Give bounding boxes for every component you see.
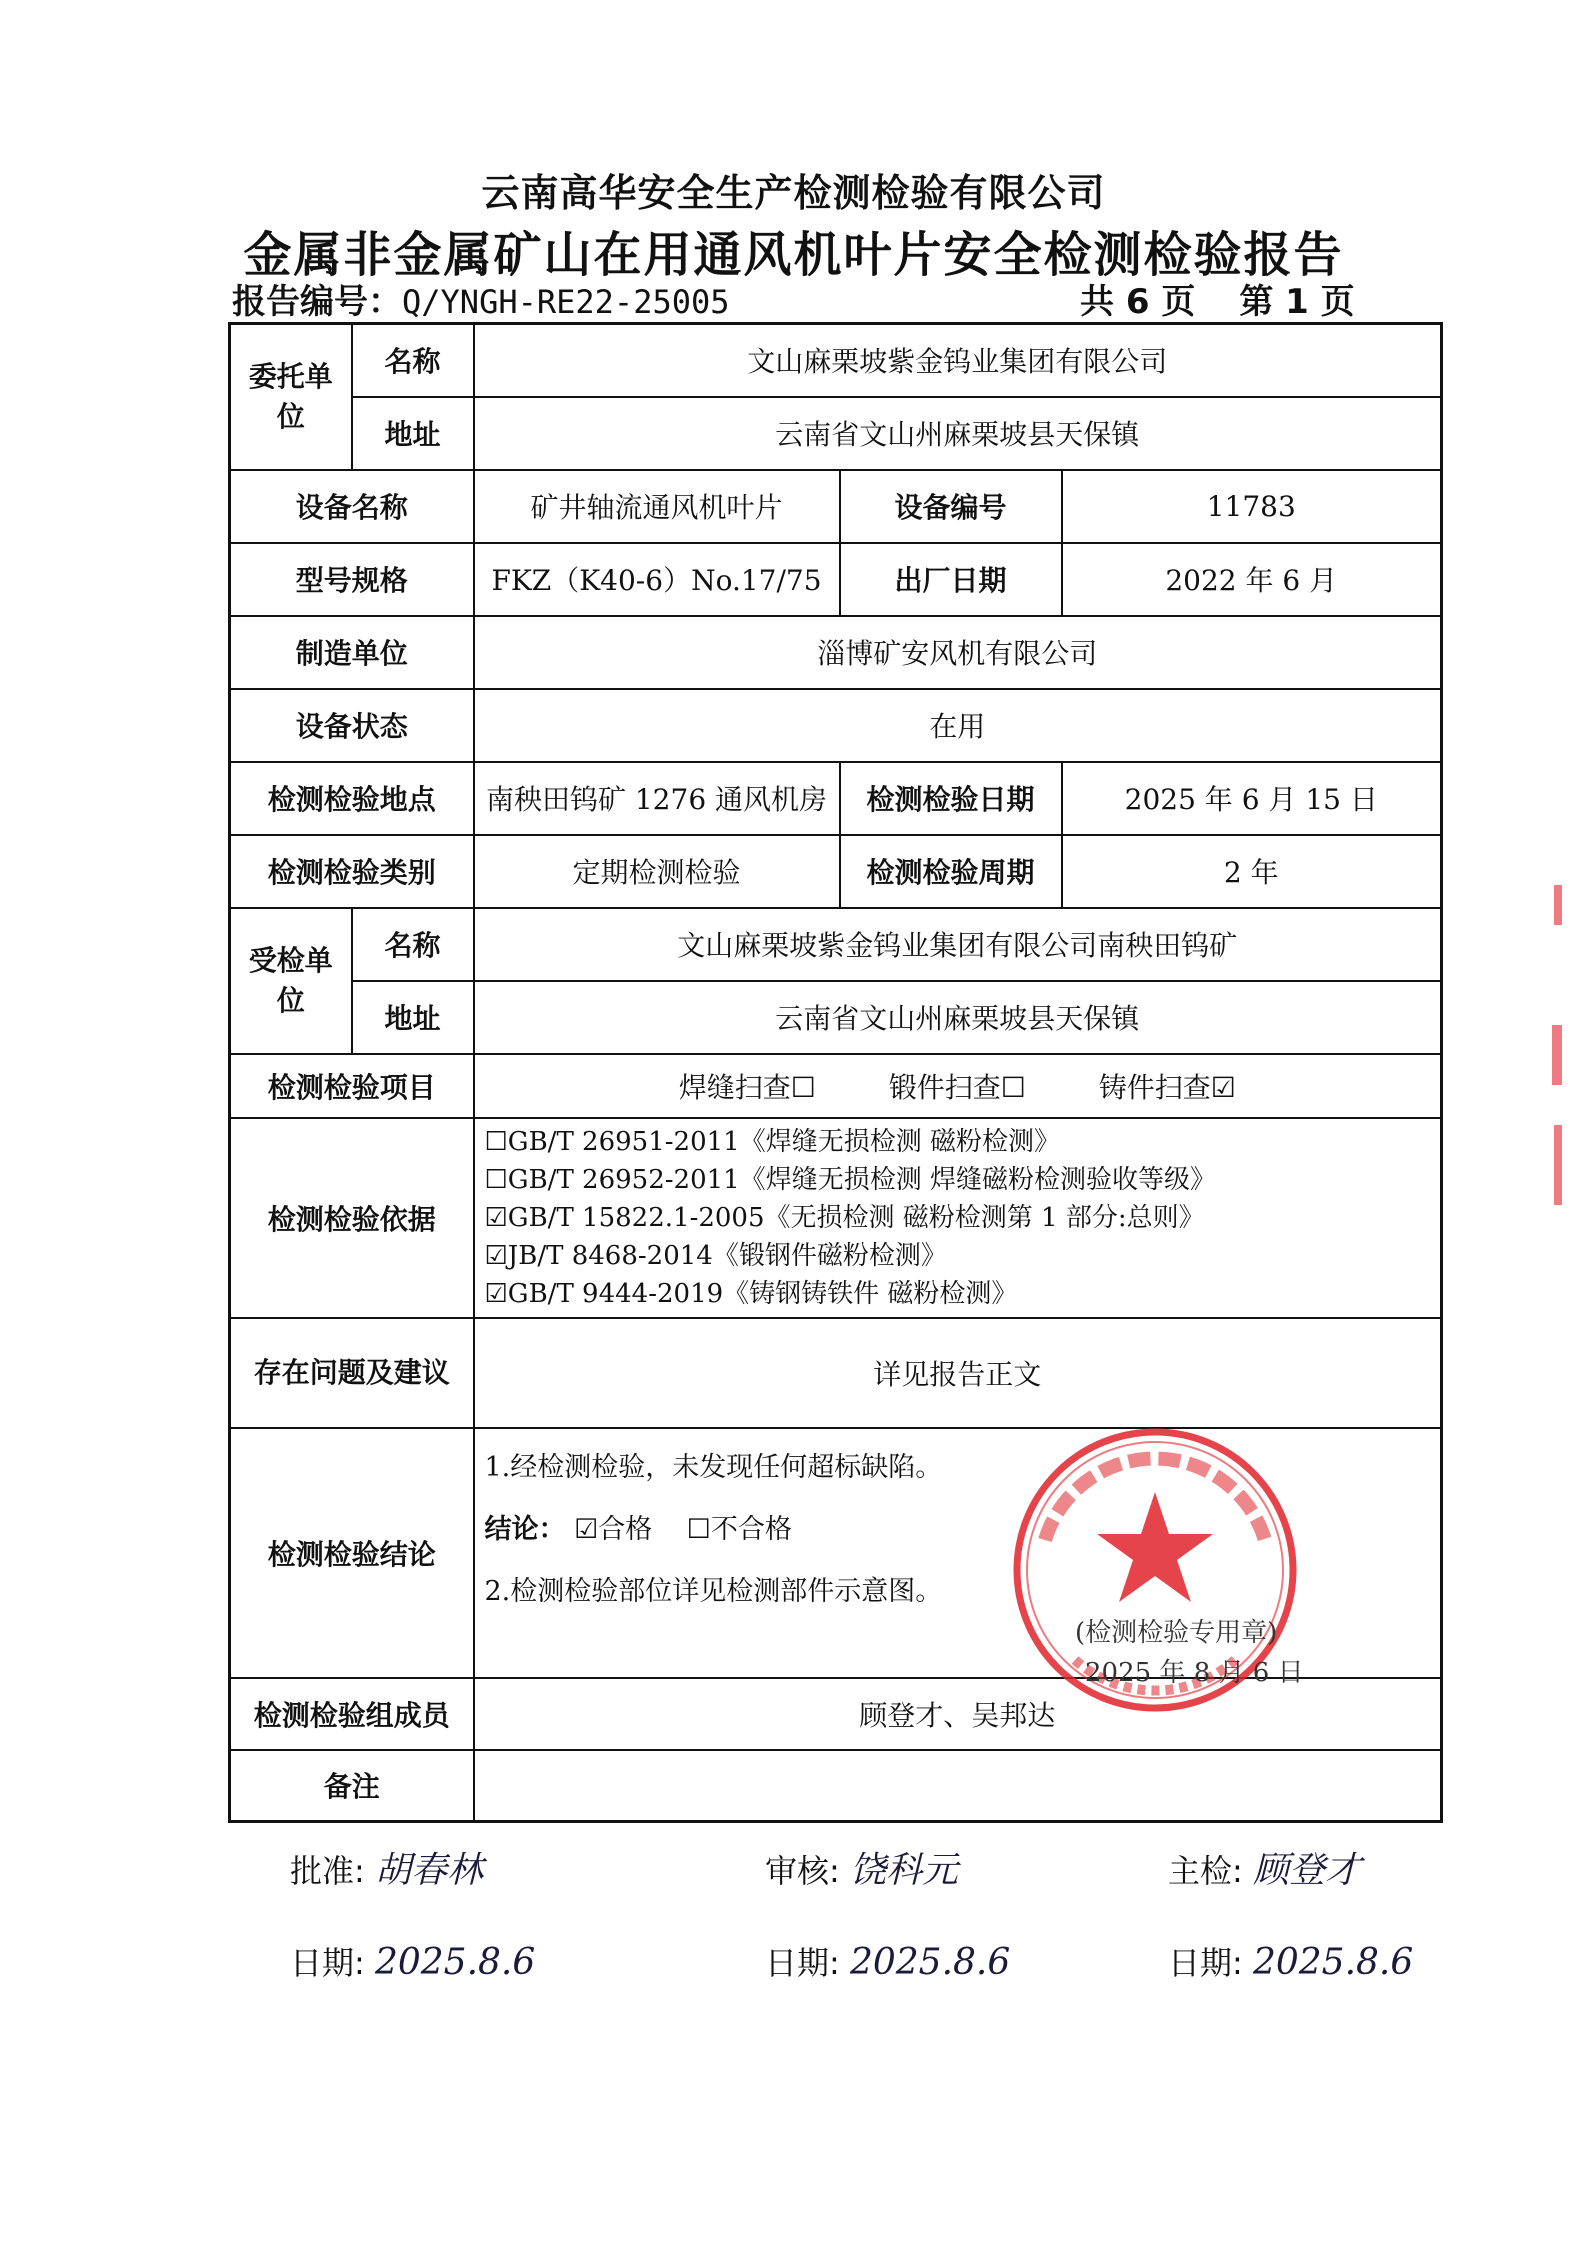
company-name: 云南高华安全生产检测检验有限公司 bbox=[481, 171, 1106, 215]
main-inspector-date bbox=[1168, 1938, 1413, 1984]
review-date bbox=[765, 1938, 1010, 1984]
total-pages: 共 6 页 bbox=[1080, 282, 1196, 322]
conclusion-label: 检测检验结论 bbox=[230, 1428, 474, 1678]
model-label: 型号规格 bbox=[230, 543, 474, 616]
inspection-cycle: 2 年 bbox=[1062, 835, 1442, 908]
device-name-label: 设备名称 bbox=[230, 470, 474, 543]
forging-scan-checkbox: 锻件扫查☐ bbox=[888, 1070, 1026, 1104]
device-status: 在用 bbox=[474, 689, 1442, 762]
approve-date-value: 2025.8.6 bbox=[374, 1942, 536, 1983]
conclusion-line-2: 2.检测检验部位详见检测部件示意图。 bbox=[484, 1575, 943, 1607]
main-inspector-date-value: 2025.8.6 bbox=[1252, 1942, 1414, 1983]
report-number-label: 报告编号： bbox=[232, 282, 402, 322]
review-label: 审核: bbox=[765, 1852, 840, 1890]
basis-item: ☑GB/T 9444-2019《铸钢铸铁件 磁粉检测》 bbox=[484, 1278, 1018, 1309]
basis-list bbox=[474, 1118, 1442, 1318]
inspection-date: 2025 年 6 月 15 日 bbox=[1062, 762, 1442, 835]
inspection-date-label: 检测检验日期 bbox=[840, 762, 1062, 835]
device-number-label: 设备编号 bbox=[840, 470, 1062, 543]
weld-scan-checkbox: 焊缝扫查☐ bbox=[678, 1070, 816, 1104]
seal-date: 2025 年 8 月 6 日 bbox=[1085, 1658, 1304, 1688]
client-name-label: 名称 bbox=[352, 324, 474, 397]
inspected-group-label: 受检单位 bbox=[230, 908, 352, 1054]
report-number bbox=[232, 274, 730, 323]
basis-item: ☑GB/T 15822.1-2005《无损检测 磁粉检测第 1 部分:总则》 bbox=[484, 1202, 1205, 1233]
client-group-label: 委托单位 bbox=[230, 324, 352, 470]
review-signature bbox=[765, 1842, 958, 1893]
inspected-address: 云南省文山州麻栗坡县天保镇 bbox=[474, 981, 1442, 1054]
inspected-address-label: 地址 bbox=[352, 981, 474, 1054]
review-date-label: 日期: bbox=[765, 1944, 840, 1982]
client-name: 文山麻栗坡紫金钨业集团有限公司 bbox=[474, 324, 1442, 397]
inspected-name-label: 名称 bbox=[352, 908, 474, 981]
approve-date-label: 日期: bbox=[290, 1944, 365, 1982]
remarks-label: 备注 bbox=[230, 1750, 474, 1822]
inspection-cycle-label: 检测检验周期 bbox=[840, 835, 1062, 908]
casting-scan-checkbox: 铸件扫查☑ bbox=[1098, 1070, 1236, 1104]
manufacturer: 淄博矿安风机有限公司 bbox=[474, 616, 1442, 689]
review-signature-ink: 饶科元 bbox=[849, 1850, 958, 1891]
model-value: FKZ（K40-6）No.17/75 bbox=[474, 543, 840, 616]
edge-seal-fragment bbox=[1548, 885, 1568, 1215]
device-status-label: 设备状态 bbox=[230, 689, 474, 762]
seal-note: (检测检验专用章) bbox=[1075, 1618, 1278, 1648]
approve-signature bbox=[290, 1842, 483, 1893]
remarks-value bbox=[474, 1750, 1442, 1822]
approve-date bbox=[290, 1938, 535, 1984]
factory-date: 2022 年 6 月 bbox=[1062, 543, 1442, 616]
review-date-value: 2025.8.6 bbox=[849, 1942, 1011, 1983]
items-label: 检测检验项目 bbox=[230, 1054, 474, 1118]
main-inspector-label: 主检: bbox=[1168, 1852, 1243, 1890]
issues-label: 存在问题及建议 bbox=[230, 1318, 474, 1428]
conclusion-line-1: 1.经检测检验，未发现任何超标缺陷。 bbox=[484, 1451, 943, 1483]
members-label: 检测检验组成员 bbox=[230, 1678, 474, 1750]
approve-signature-ink: 胡春林 bbox=[374, 1850, 483, 1891]
items-checklist bbox=[474, 1054, 1442, 1118]
inspection-type-label: 检测检验类别 bbox=[230, 835, 474, 908]
report-number-value: Q/YNGH-RE22-25005 bbox=[402, 283, 730, 321]
inspected-name: 文山麻栗坡紫金钨业集团有限公司南秧田钨矿 bbox=[474, 908, 1442, 981]
current-page: 第 1 页 bbox=[1239, 282, 1355, 322]
manufacturer-label: 制造单位 bbox=[230, 616, 474, 689]
basis-label: 检测检验依据 bbox=[230, 1118, 474, 1318]
basis-item: ☐GB/T 26952-2011《焊缝无损检测 焊缝磁粉检测验收等级》 bbox=[484, 1164, 1216, 1195]
main-inspector-signature-ink: 顾登才 bbox=[1252, 1850, 1361, 1891]
inspection-type: 定期检测检验 bbox=[474, 835, 840, 908]
inspection-place-label: 检测检验地点 bbox=[230, 762, 474, 835]
device-number: 11783 bbox=[1062, 470, 1442, 543]
inspection-place: 南秧田钨矿 1276 通风机房 bbox=[474, 762, 840, 835]
device-name: 矿井轴流通风机叶片 bbox=[474, 470, 840, 543]
factory-date-label: 出厂日期 bbox=[840, 543, 1062, 616]
pass-checkbox: ☑合格 bbox=[574, 1513, 653, 1545]
fail-checkbox: ☐不合格 bbox=[686, 1513, 792, 1545]
page-counter bbox=[1080, 274, 1399, 323]
members-value: 顾登才、吴邦达 bbox=[474, 1678, 1442, 1750]
basis-item: ☐GB/T 26951-2011《焊缝无损检测 磁粉检测》 bbox=[484, 1126, 1060, 1157]
client-address: 云南省文山州麻栗坡县天保镇 bbox=[474, 397, 1442, 470]
basis-item: ☑JB/T 8468-2014《锻钢件磁粉检测》 bbox=[484, 1240, 947, 1271]
client-address-label: 地址 bbox=[352, 397, 474, 470]
issues-value: 详见报告正文 bbox=[474, 1318, 1442, 1428]
report-title: 金属非金属矿山在用通风机叶片安全检测检验报告 bbox=[243, 227, 1344, 283]
conclusion-result-label: 结论： bbox=[484, 1513, 566, 1545]
main-inspector-signature bbox=[1168, 1842, 1361, 1893]
main-inspector-date-label: 日期: bbox=[1168, 1944, 1243, 1982]
approve-label: 批准: bbox=[290, 1852, 365, 1890]
